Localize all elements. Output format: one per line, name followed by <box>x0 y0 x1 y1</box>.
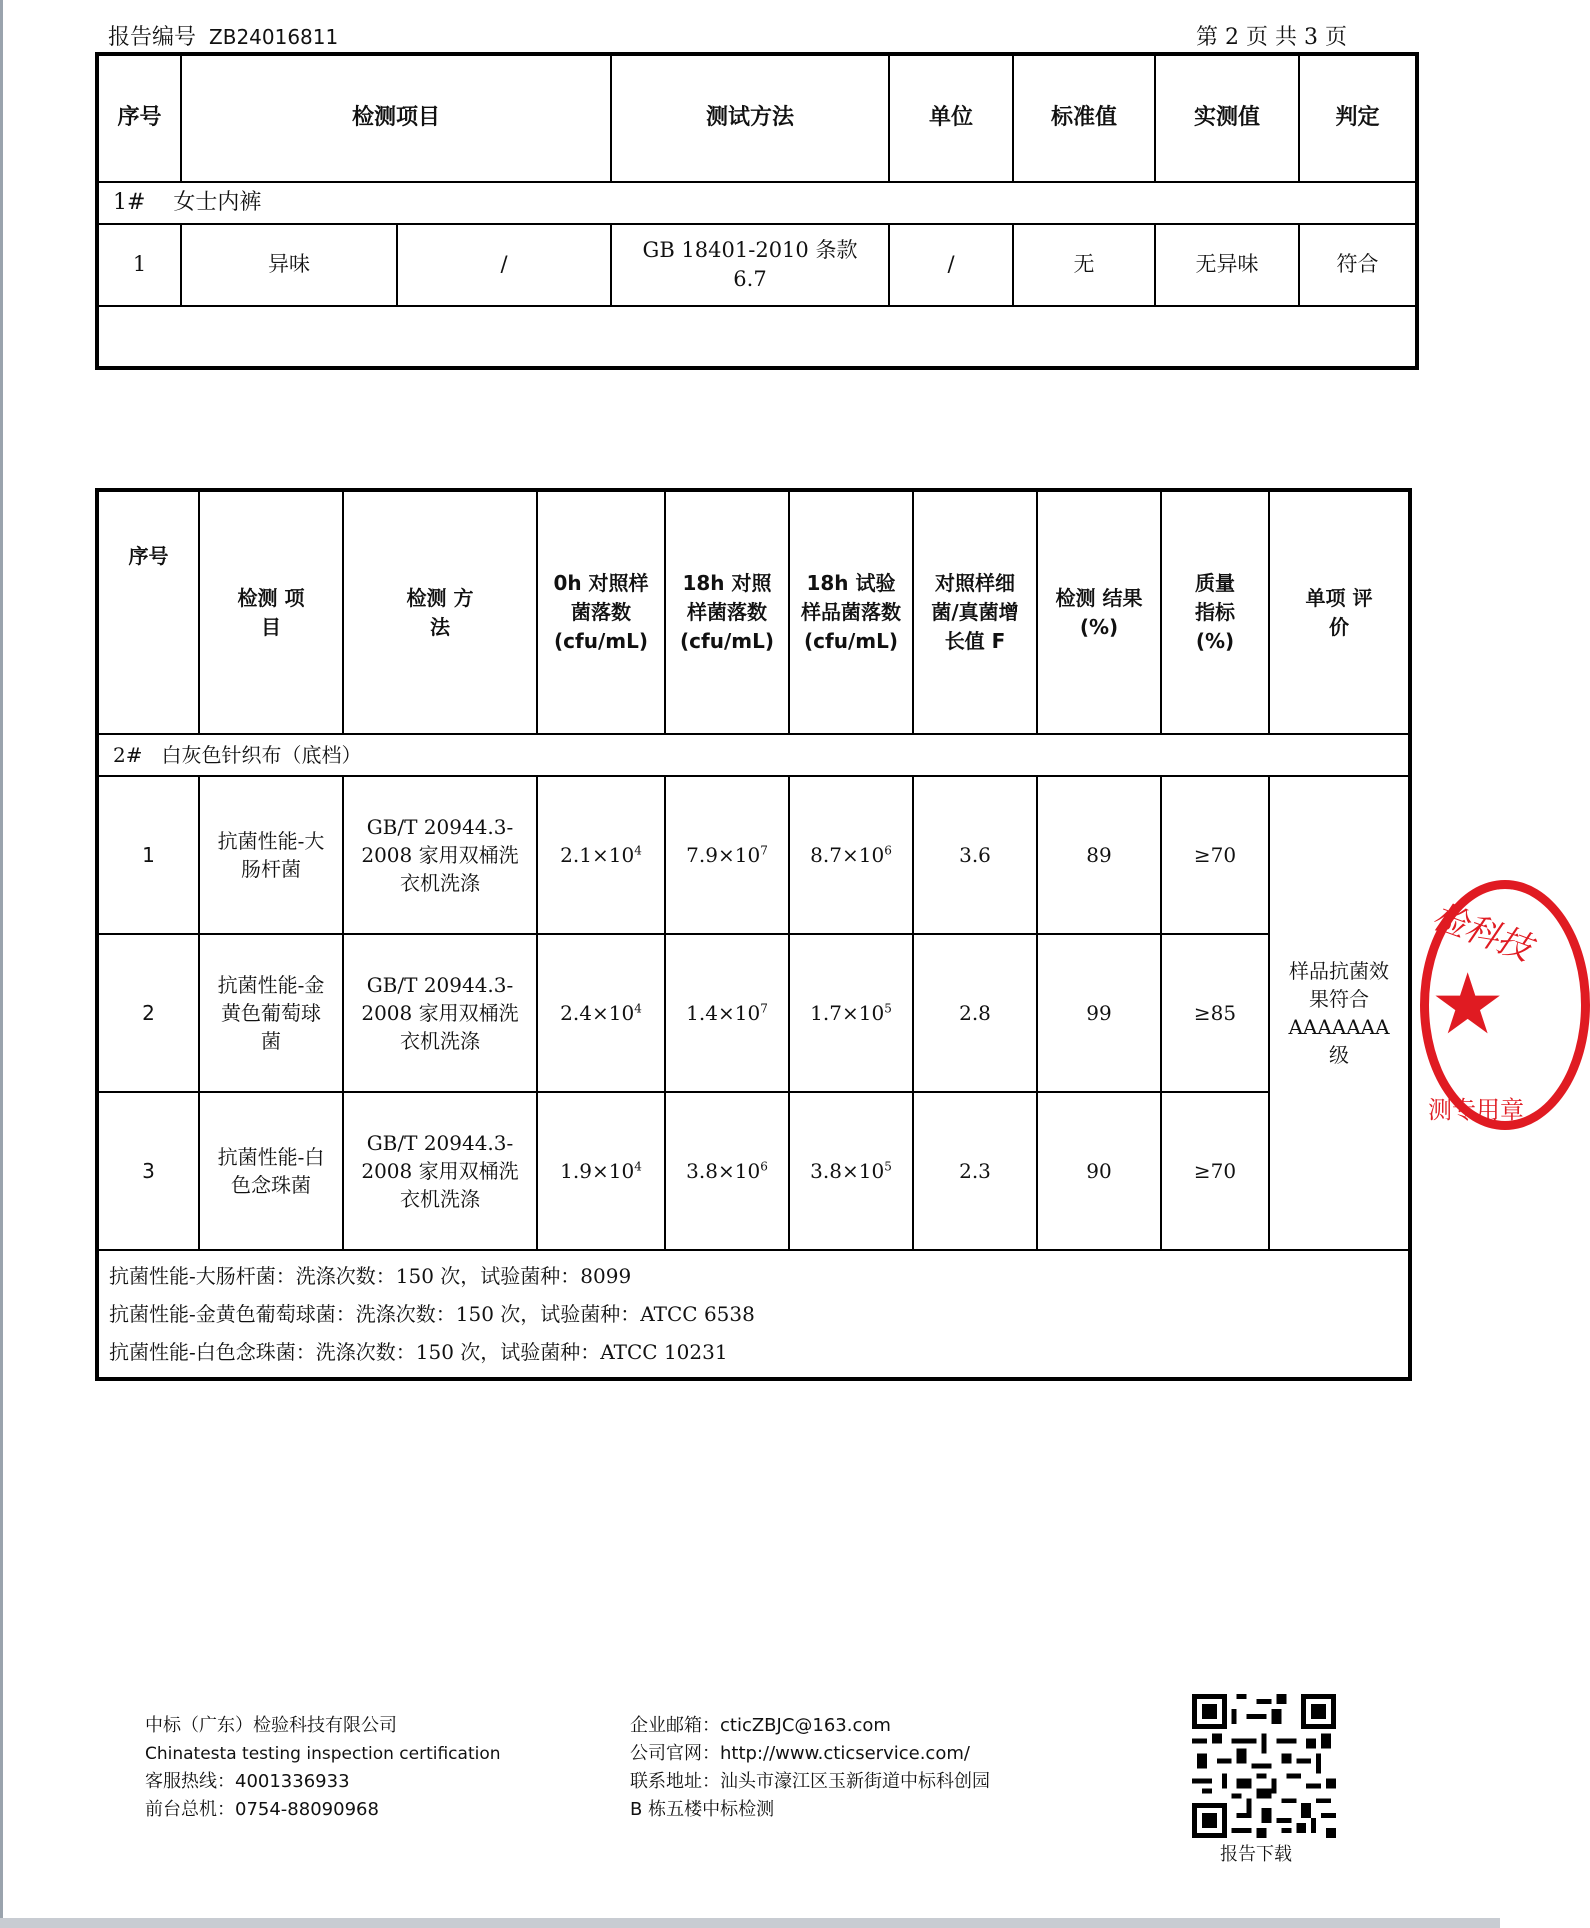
t2-row2-c18-exp: 7 <box>760 1001 768 1016</box>
t2-row3-c0-base: 1.9×10 <box>560 1159 635 1183</box>
table-odor <box>95 52 1419 370</box>
t2-row2-growth: 2.8 <box>913 934 1037 1092</box>
page-bottom-border <box>0 1918 1500 1928</box>
t2-row1-s18-base: 8.7×10 <box>810 843 885 867</box>
t2-header-method: 检测 方法 <box>343 490 537 734</box>
qr-label: 报告下载 <box>1220 1844 1292 1865</box>
t2-row3-method: GB/T 20944.3-2008 家用双桶洗衣机洗涤 <box>343 1092 537 1250</box>
t2-row1-c18-exp: 7 <box>760 843 768 858</box>
stamp-star-icon: ★ <box>1430 955 1506 1053</box>
t2-section-label: 2# 白灰色针织布（底档） <box>97 734 1410 776</box>
t2-row2-c0-base: 2.4×10 <box>560 1001 635 1025</box>
t2-row1-method: GB/T 20944.3-2008 家用双桶洗衣机洗涤 <box>343 776 537 934</box>
t2-row2-item: 抗菌性能-金黄色葡萄球菌 <box>199 934 343 1092</box>
t2-header-quality: 质量 指标 (%) <box>1161 490 1269 734</box>
t2-row2-quality: ≥85 <box>1161 934 1269 1092</box>
t2-row1-result: 89 <box>1037 776 1161 934</box>
t2-row1-s18-exp: 6 <box>884 843 892 858</box>
t2-row3-c18-exp: 6 <box>760 1159 768 1174</box>
t1-header-measured: 实测值 <box>1155 54 1299 182</box>
t2-row2-result: 99 <box>1037 934 1161 1092</box>
t2-row3-c0 <box>537 1092 665 1250</box>
t1-row-measured: 无异味 <box>1155 224 1299 306</box>
t2-note-3: 抗菌性能-白色念珠菌：洗涤次数：150 次，试验菌种：ATCC 10231 <box>109 1340 728 1364</box>
t2-row3-result: 90 <box>1037 1092 1161 1250</box>
t2-header-index: 序号 <box>97 490 199 734</box>
footer-contact <box>630 1712 990 1824</box>
t2-header-result: 检测 结果(%) <box>1037 490 1161 734</box>
stamp-text-top: 检科技 <box>1427 896 1537 970</box>
t2-row3-growth: 2.3 <box>913 1092 1037 1250</box>
table-row <box>97 776 1410 934</box>
t2-header-evaluation: 单项 评价 <box>1269 490 1410 734</box>
t2-row2-c18 <box>665 934 789 1092</box>
report-number-label: 报告编号 <box>108 25 197 50</box>
t1-header-index: 序号 <box>97 54 181 182</box>
t2-row3-quality: ≥70 <box>1161 1092 1269 1250</box>
t2-row1-growth: 3.6 <box>913 776 1037 934</box>
report-number <box>108 20 338 51</box>
t1-header-method: 测试方法 <box>611 54 889 182</box>
t1-header-item: 检测项目 <box>181 54 611 182</box>
t2-row1-s18 <box>789 776 913 934</box>
t2-evaluation: 样品抗菌效果符合AAAAAAA级 <box>1269 776 1410 1250</box>
t1-row-result: 符合 <box>1299 224 1417 306</box>
t2-row3-item: 抗菌性能-白色念珠菌 <box>199 1092 343 1250</box>
t2-row2-c0-exp: 4 <box>634 1001 642 1016</box>
t2-header-c0: 0h 对照样菌落数 (cfu/mL) <box>537 490 665 734</box>
footer-company-en: Chinatesta testing inspection certification <box>145 1744 501 1764</box>
t2-row2-c0 <box>537 934 665 1092</box>
t2-row1-item: 抗菌性能-大肠杆菌 <box>199 776 343 934</box>
table-row <box>97 224 1417 306</box>
t2-row1-c0 <box>537 776 665 934</box>
t2-row2-s18 <box>789 934 913 1092</box>
t2-row1-index: 1 <box>97 776 199 934</box>
t2-row2-method: GB/T 20944.3-2008 家用双桶洗衣机洗涤 <box>343 934 537 1092</box>
t1-header-unit: 单位 <box>889 54 1013 182</box>
t2-row3-s18-exp: 5 <box>884 1159 892 1174</box>
t1-row-unit: / <box>889 224 1013 306</box>
footer-address: 联系地址：汕头市濠江区玉新街道中标科创园 <box>630 1771 990 1792</box>
footer-email: 企业邮箱：cticZBJC@163.com <box>630 1715 891 1736</box>
t1-section-label: 1# 女士内裤 <box>97 182 1417 224</box>
footer-hotline: 客服热线：4001336933 <box>145 1771 350 1792</box>
page-indicator: 第 2 页 共 3 页 <box>1196 25 1347 50</box>
footer-address-2: B 栋五楼中标检测 <box>630 1799 775 1820</box>
t2-row3-c18 <box>665 1092 789 1250</box>
t2-row1-c18 <box>665 776 789 934</box>
t2-row1-quality: ≥70 <box>1161 776 1269 934</box>
t2-row3-s18-base: 3.8×10 <box>810 1159 885 1183</box>
t2-header-s18: 18h 试验样品菌落数 (cfu/mL) <box>789 490 913 734</box>
t2-row2-c18-base: 1.4×10 <box>686 1001 761 1025</box>
t1-row-index: 1 <box>97 224 181 306</box>
t2-row3-c18-base: 3.8×10 <box>686 1159 761 1183</box>
page-left-border <box>0 0 3 1928</box>
t2-note-2: 抗菌性能-金黄色葡萄球菌：洗涤次数：150 次，试验菌种：ATCC 6538 <box>109 1302 755 1326</box>
t1-header-standard: 标准值 <box>1013 54 1155 182</box>
table-antibacterial <box>95 488 1412 1381</box>
t1-header-result: 判定 <box>1299 54 1417 182</box>
footer-website[interactable]: 公司官网：http://www.cticservice.com/ <box>630 1743 970 1764</box>
t2-header-item: 检测 项目 <box>199 490 343 734</box>
t1-row-item <box>181 224 611 306</box>
t2-row3-c0-exp: 4 <box>634 1159 642 1174</box>
footer-switchboard: 前台总机：0754-88090968 <box>145 1799 379 1820</box>
t2-header-c18: 18h 对照样菌落数 (cfu/mL) <box>665 490 789 734</box>
t2-row1-c0-exp: 4 <box>634 843 642 858</box>
t2-row3-index: 3 <box>97 1092 199 1250</box>
t1-row-method: GB 18401-2010 条款 6.7 <box>611 224 889 306</box>
table-row <box>97 934 1410 1092</box>
t2-row1-c18-base: 7.9×10 <box>686 843 761 867</box>
t1-row-item-slash: / <box>500 252 508 277</box>
t2-note-1: 抗菌性能-大肠杆菌：洗涤次数：150 次，试验菌种：8099 <box>109 1264 632 1288</box>
stamp-text-bottom: 测专用章 <box>1428 1096 1524 1124</box>
t1-empty-row <box>97 306 1417 368</box>
footer-company <box>145 1712 501 1824</box>
qr-code-icon[interactable] <box>1192 1694 1336 1838</box>
t2-row2-index: 2 <box>97 934 199 1092</box>
t2-row2-s18-base: 1.7×10 <box>810 1001 885 1025</box>
t2-notes <box>97 1250 1410 1379</box>
table-row <box>97 1092 1410 1250</box>
t1-row-standard: 无 <box>1013 224 1155 306</box>
footer-company-name: 中标（广东）检验科技有限公司 <box>145 1715 397 1736</box>
t1-row-item-name: 异味 <box>182 225 398 305</box>
t2-header-growth: 对照样细菌/真菌增长值 F <box>913 490 1037 734</box>
report-number-value: ZB24016811 <box>209 25 339 49</box>
t2-row3-s18 <box>789 1092 913 1250</box>
t2-row1-c0-base: 2.1×10 <box>560 843 635 867</box>
t2-row2-s18-exp: 5 <box>884 1001 892 1016</box>
